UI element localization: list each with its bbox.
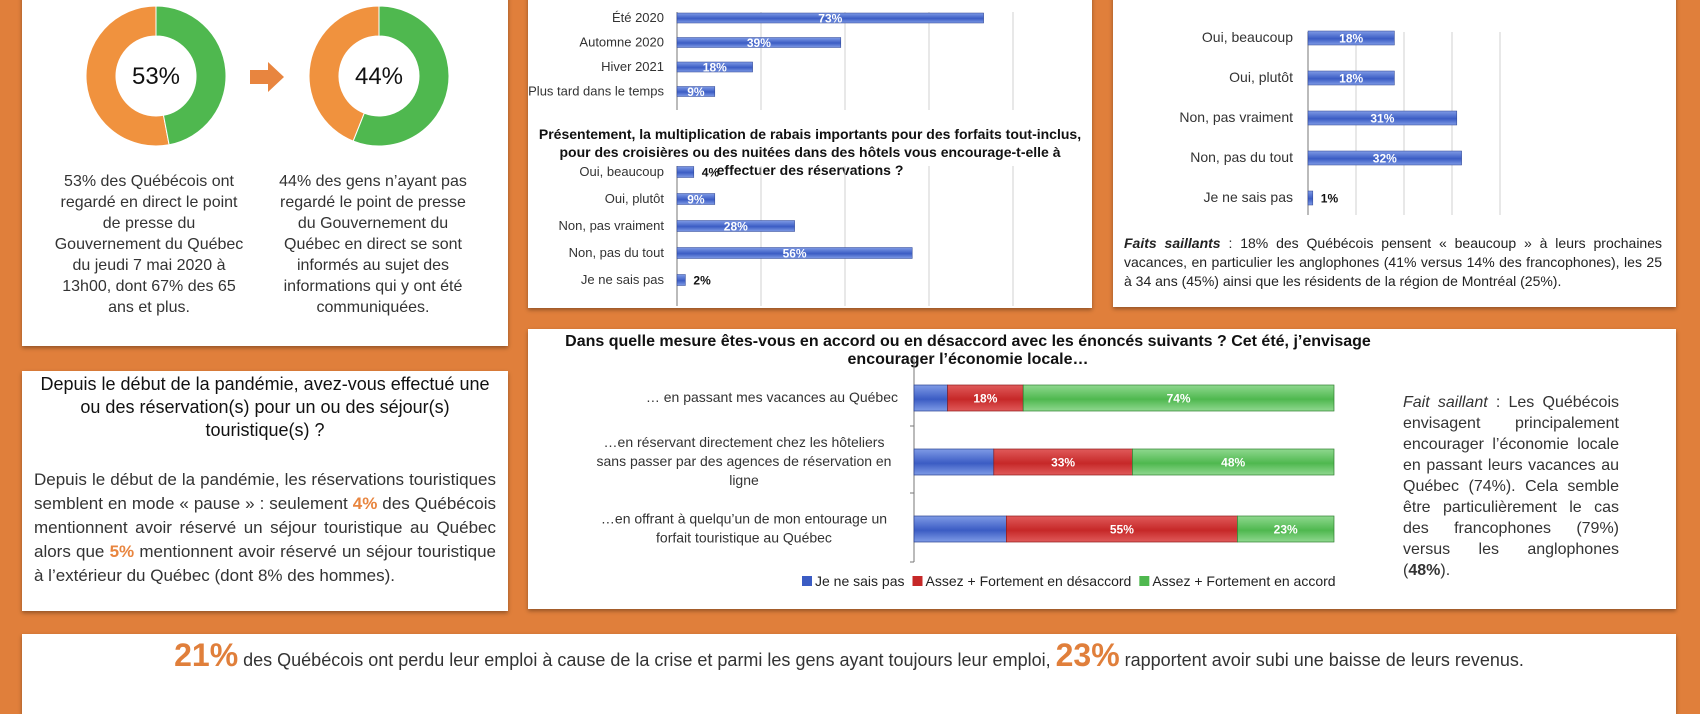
timing-value-label: 39% — [746, 36, 771, 50]
vacation-category-label: Oui, beaucoup — [1201, 29, 1293, 45]
rebates-value-label: 2% — [693, 273, 711, 288]
timing-value-label: 18% — [702, 60, 727, 75]
reservation-panel — [22, 371, 508, 611]
local-economy-value-label: 48% — [1221, 455, 1246, 470]
rebates-value-label: 4% — [701, 165, 720, 180]
local-economy-highlight-body: : Les Québécois envisagent principalement encourager l’économie locale en passant leurs vacances au Québec (74%). Cela semble être particulièrement le cas des francophones (79%) versus les anglophones ( — [1403, 394, 1619, 579]
vacation-category-label: Non, pas du tout — [1190, 149, 1293, 165]
reservation-body — [34, 468, 496, 588]
vacation-value-label: 1% — [1320, 191, 1339, 206]
legend-entry: Assez + Fortement en désaccord — [925, 573, 1132, 589]
local-economy-panel — [528, 329, 1676, 609]
reservation-body-text: Depuis le début de la pandémie, les réservations touristiques semblent en mode « pause » : seulement — [34, 470, 496, 513]
local-economy-value-label: 23% — [1273, 522, 1298, 537]
stat-job-loss: 21% — [174, 637, 239, 673]
timing-category-label: Plus tard dans le temps — [528, 83, 664, 99]
timing-category-label: Hiver 2021 — [601, 59, 664, 74]
reservation-highlight-number: 5% — [109, 542, 135, 561]
timing-category-label: Été 2020 — [611, 10, 664, 25]
vacation-value-label: 18% — [1339, 71, 1364, 86]
vacation-category-label: Je ne sais pas — [1203, 189, 1293, 205]
rebates-value-label: 56% — [782, 246, 807, 261]
timing-value-label: 73% — [818, 11, 843, 26]
vacation-highlights-label: Faits saillants — [1124, 235, 1221, 251]
legend-swatch — [802, 576, 812, 586]
vacation-thoughts-panel — [1113, 0, 1676, 307]
vacation-value-label: 32% — [1372, 151, 1397, 166]
vacation-bar — [1308, 191, 1313, 205]
timing-panel — [528, 0, 1092, 308]
employment-banner — [22, 634, 1676, 714]
vacation-highlights-body: : 18% des Québécois pensent « beaucoup » à leurs prochaines vacances, en particulier les anglophones (41% versus 14% des francophones), les 25 à 34 ans (45%) ainsi que les résidents de la région de Montréal (25%). — [1124, 235, 1663, 289]
local-economy-chart-title: Dans quelle mesure êtes-vous en accord ou en désaccord avec les énoncés suivants ? Cet été, j’envisage encourager l’économie locale… — [565, 333, 1371, 368]
reservation-body-text: mentionnent avoir réservé un séjour touristique à l’extérieur du Québec (dont 8% des hommes). — [34, 542, 496, 585]
legend-swatch — [1139, 576, 1149, 586]
employment-stat-line — [22, 637, 1676, 674]
vacation-category-label: Non, pas vraiment — [1179, 109, 1293, 125]
donut-2-caption: 44% des gens n’ayant pas regardé le point de presse du Gouvernement du Québec en direct se sont informés au sujet des informations qui y ont été communiquées. — [279, 173, 467, 316]
rebates-category-label: Je ne sais pas — [580, 272, 664, 287]
rebates-bar — [677, 275, 685, 286]
timing-bar-chart — [528, 0, 1092, 110]
vacation-value-label: 31% — [1370, 111, 1395, 126]
legend-swatch — [913, 576, 923, 586]
local-economy-bar-segment — [914, 385, 948, 411]
rebates-chart-title: Présentement, la multiplication de rabais importants pour des forfaits tout-inclus, pour des croisières ou des nuitées dans des hôtels vous encourage-t-elle à effectuer des réservations ? — [538, 126, 1082, 178]
local-economy-value-label: 74% — [1166, 391, 1191, 406]
rebates-category-label: Non, pas du tout — [568, 245, 664, 260]
vacation-value-label: 18% — [1339, 31, 1364, 46]
local-economy-category-label: … en passant mes vacances au Québec — [645, 389, 898, 405]
employment-text-2: rapportent avoir subi une baisse de leurs revenus. — [1119, 650, 1524, 670]
rebates-category-label: Oui, plutôt — [604, 191, 664, 206]
timing-category-label: Automne 2020 — [579, 34, 664, 50]
local-economy-highlight-label: Fait saillant — [1403, 394, 1488, 411]
donut-1-caption: 53% des Québécois ont regardé en direct le point de presse du Gouvernement du Québec du jeudi 7 mai 2020 à 13h00, dont 67% des 65 ans et plus. — [54, 173, 244, 316]
donut-1-value: 53% — [131, 63, 181, 90]
stat-income-drop: 23% — [1055, 637, 1120, 673]
timing-value-label: 9% — [687, 85, 705, 99]
local-economy-bar-segment — [914, 449, 994, 475]
local-economy-category-label: …en réservant directement chez les hôteliers — [603, 434, 885, 450]
local-economy-highlight — [1403, 392, 1619, 581]
vacation-thoughts-bar-chart — [1113, 0, 1676, 215]
donut-panel — [22, 0, 508, 346]
local-economy-highlight-end: ). — [1440, 562, 1451, 579]
rebates-bar-chart — [528, 158, 1092, 308]
local-economy-value-label: 55% — [1109, 522, 1134, 537]
reservation-question: Depuis le début de la pandémie, avez-vous effectué une ou des réservation(s) pour un ou des séjour(s) touristique(s) ? — [40, 374, 490, 440]
local-economy-category-label: sans passer par des agences de réservation en — [596, 453, 892, 469]
local-economy-category-label: ligne — [729, 472, 759, 488]
rebates-value-label: 9% — [687, 192, 705, 207]
reservation-highlight-number: 4% — [352, 494, 378, 513]
legend-entry: Assez + Fortement en accord — [1152, 573, 1336, 589]
local-economy-value-label: 18% — [973, 391, 998, 406]
rebates-value-label: 28% — [723, 219, 748, 234]
donut-2-value: 44% — [354, 63, 404, 90]
local-economy-bar-segment — [914, 516, 1006, 542]
rebates-category-label: Oui, beaucoup — [579, 164, 664, 179]
local-economy-category-label: …en offrant à quelqu’un de mon entourage un — [600, 510, 888, 527]
employment-text-1: des Québécois ont perdu leur emploi à cause de la crise et parmi les gens ayant toujours leur emploi, — [238, 650, 1056, 670]
rebates-bar — [677, 167, 694, 178]
arrow-right-icon — [250, 62, 286, 92]
rebates-category-label: Non, pas vraiment — [558, 218, 664, 233]
local-economy-highlight-bold: 48% — [1408, 562, 1441, 579]
local-economy-stacked-chart — [528, 349, 1408, 609]
reservation-body-text: des Québécois mentionnent avoir réservé un séjour touristique au Québec alors que — [34, 494, 496, 561]
vacation-category-label: Oui, plutôt — [1229, 69, 1293, 85]
vacation-highlights-text — [1124, 234, 1662, 291]
legend-entry: Je ne sais pas — [815, 573, 905, 589]
local-economy-value-label: 33% — [1051, 455, 1076, 470]
local-economy-category-label: forfait touristique au Québec — [656, 529, 832, 546]
